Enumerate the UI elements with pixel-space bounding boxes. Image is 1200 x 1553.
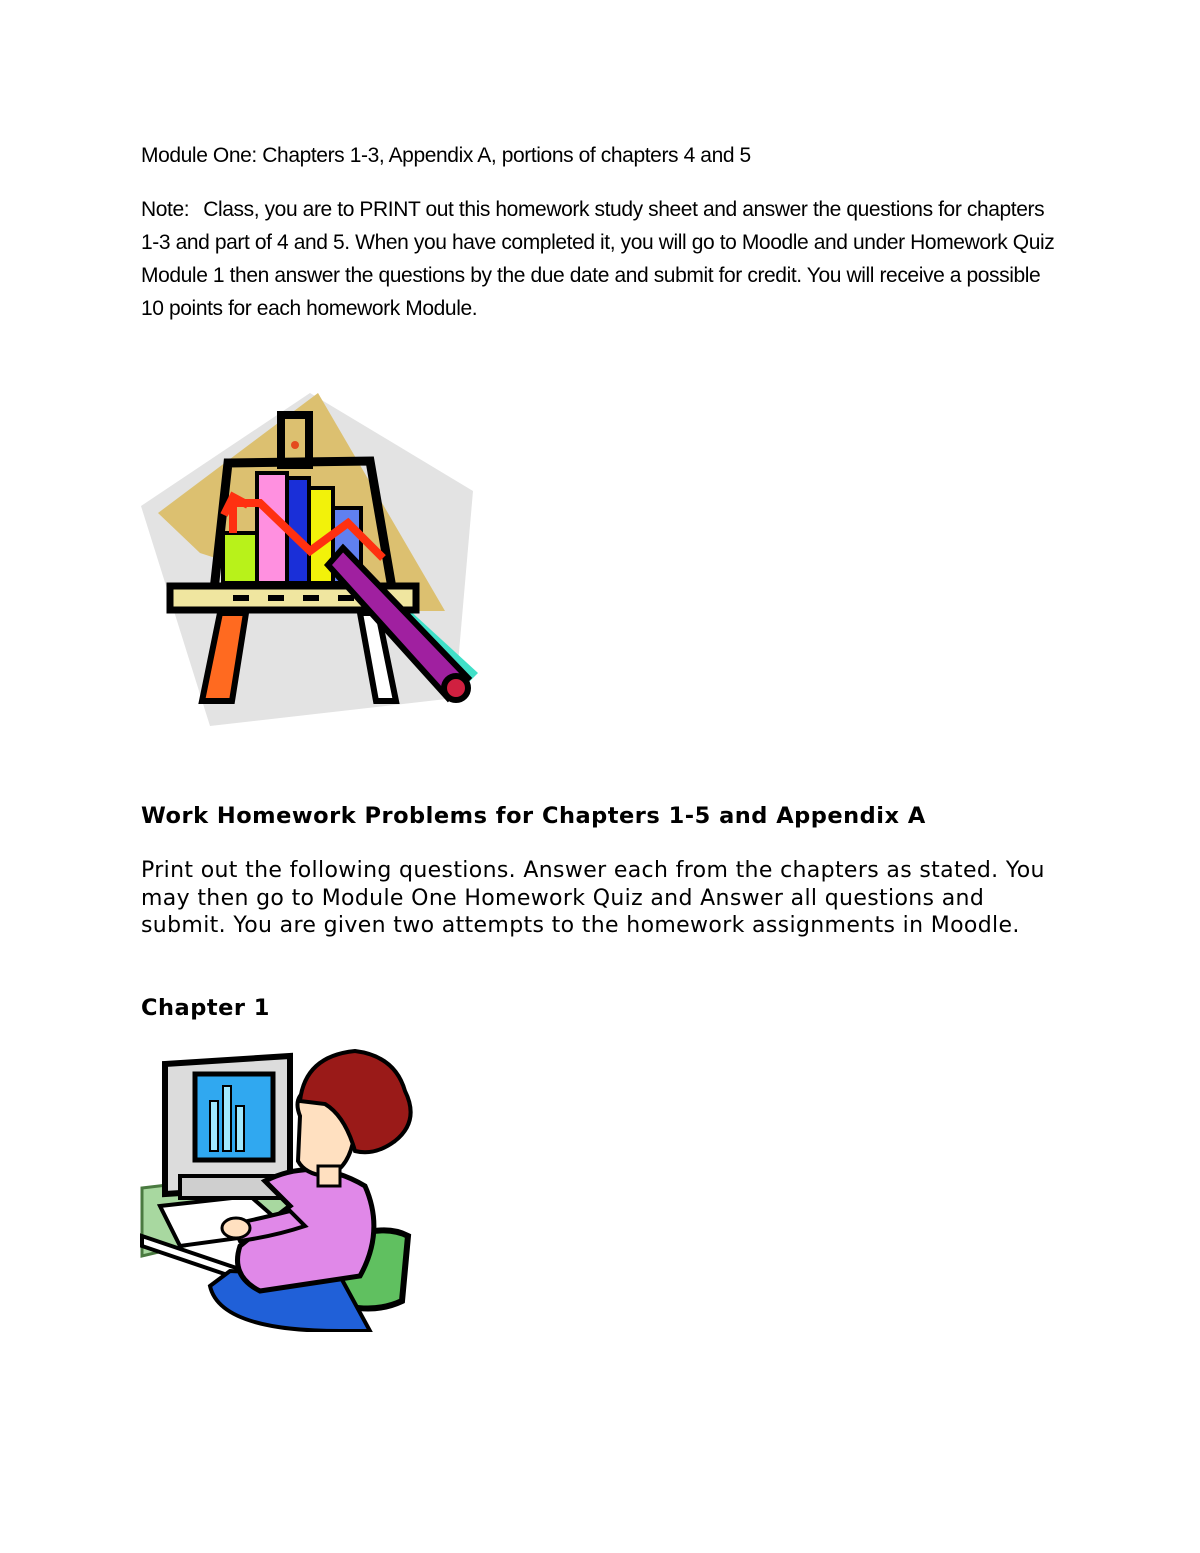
note-paragraph bbox=[141, 193, 1056, 325]
work-homework-heading: Work Homework Problems for Chapters 1-5 and Appendix A bbox=[141, 803, 926, 829]
chapter-1-heading: Chapter 1 bbox=[141, 995, 270, 1021]
easel-chart-icon bbox=[138, 393, 483, 728]
woman-at-computer-icon bbox=[140, 1046, 422, 1332]
instructions-paragraph: Print out the following questions. Answer each from the chapters as stated. You may then go to Module One Homework Quiz and Answer all questions and submit. You are given two attempts to the homework assignments in Moodle. bbox=[141, 858, 1045, 938]
module-title: Module One: Chapters 1-3, Appendix A, portions of chapters 4 and 5 bbox=[141, 144, 751, 167]
note-text: Class, you are to PRINT out this homework study sheet and answer the questions for chapters 1-3 and part of 4 and 5. When you have completed it, you will go to Moodle and under Homework Quiz Module 1 then answer the questions by the due date and submit for credit. You will receive a possible 10 points for each homework Module. bbox=[141, 198, 1055, 320]
note-label: Note: bbox=[141, 198, 190, 221]
